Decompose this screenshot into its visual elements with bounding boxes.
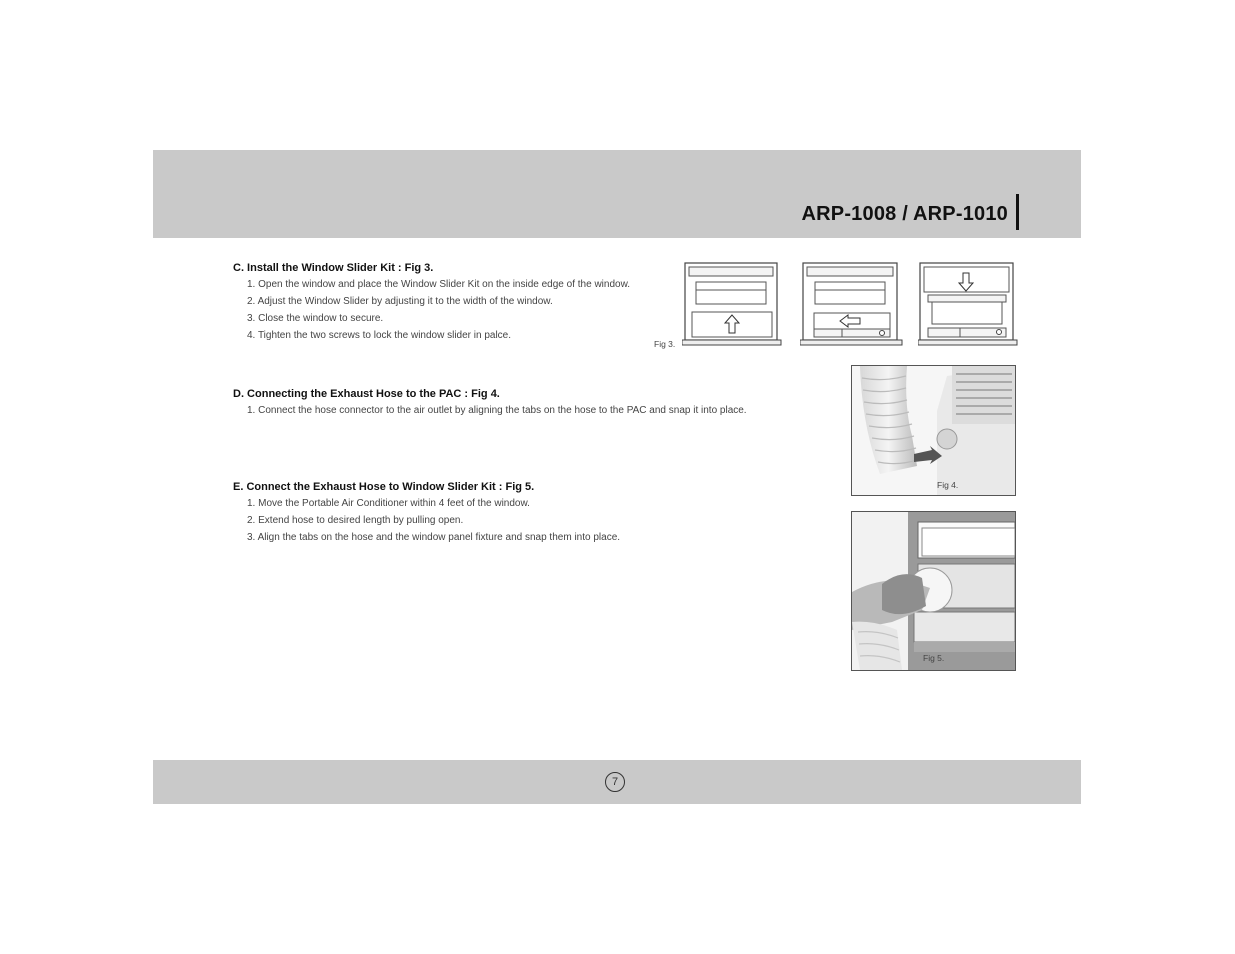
page-number: 7 <box>605 772 625 792</box>
step-text: 4. Tighten the two screws to lock the window slider in palce. <box>247 330 512 341</box>
header-band <box>153 150 1081 238</box>
step-text: 1. Connect the hose connector to the air outlet by aligning the tabs on the hose to the PAC and snap it into place. <box>247 405 747 416</box>
window-diagram-3 <box>918 262 1018 350</box>
step-text: 2. Extend hose to desired length by pulling open. <box>247 515 464 526</box>
fig5-photo <box>851 511 1016 671</box>
window-diagram-1 <box>682 262 782 350</box>
fig4-photo <box>851 365 1016 496</box>
section-install-slider <box>233 262 630 346</box>
window-diagram-2 <box>800 262 903 350</box>
page-title: ARP-1008 / ARP-1010 <box>801 203 1008 225</box>
footer-band <box>153 760 1081 804</box>
step-text: 1. Open the window and place the Window Slider Kit on the inside edge of the window. <box>247 279 631 290</box>
step-text: 3. Align the tabs on the hose and the window panel fixture and snap them into place. <box>247 532 621 543</box>
section-connect-hose-pac <box>233 388 747 421</box>
fig5-label: Fig 5. <box>923 653 945 663</box>
section-title: D. Connecting the Exhaust Hose to the PAC : Fig 4. <box>233 388 500 400</box>
fig3-label: Fig 3. <box>654 339 676 349</box>
section-title: E. Connect the Exhaust Hose to Window Slider Kit : Fig 5. <box>233 481 535 493</box>
title-divider <box>1016 194 1019 230</box>
section-title: C. Install the Window Slider Kit : Fig 3. <box>233 262 434 274</box>
step-text: 1. Move the Portable Air Conditioner within 4 feet of the window. <box>247 498 530 509</box>
section-connect-hose-window <box>233 481 620 548</box>
step-text: 3. Close the window to secure. <box>247 313 384 324</box>
step-text: 2. Adjust the Window Slider by adjusting it to the width of the window. <box>247 296 553 307</box>
fig4-label: Fig 4. <box>937 480 959 490</box>
